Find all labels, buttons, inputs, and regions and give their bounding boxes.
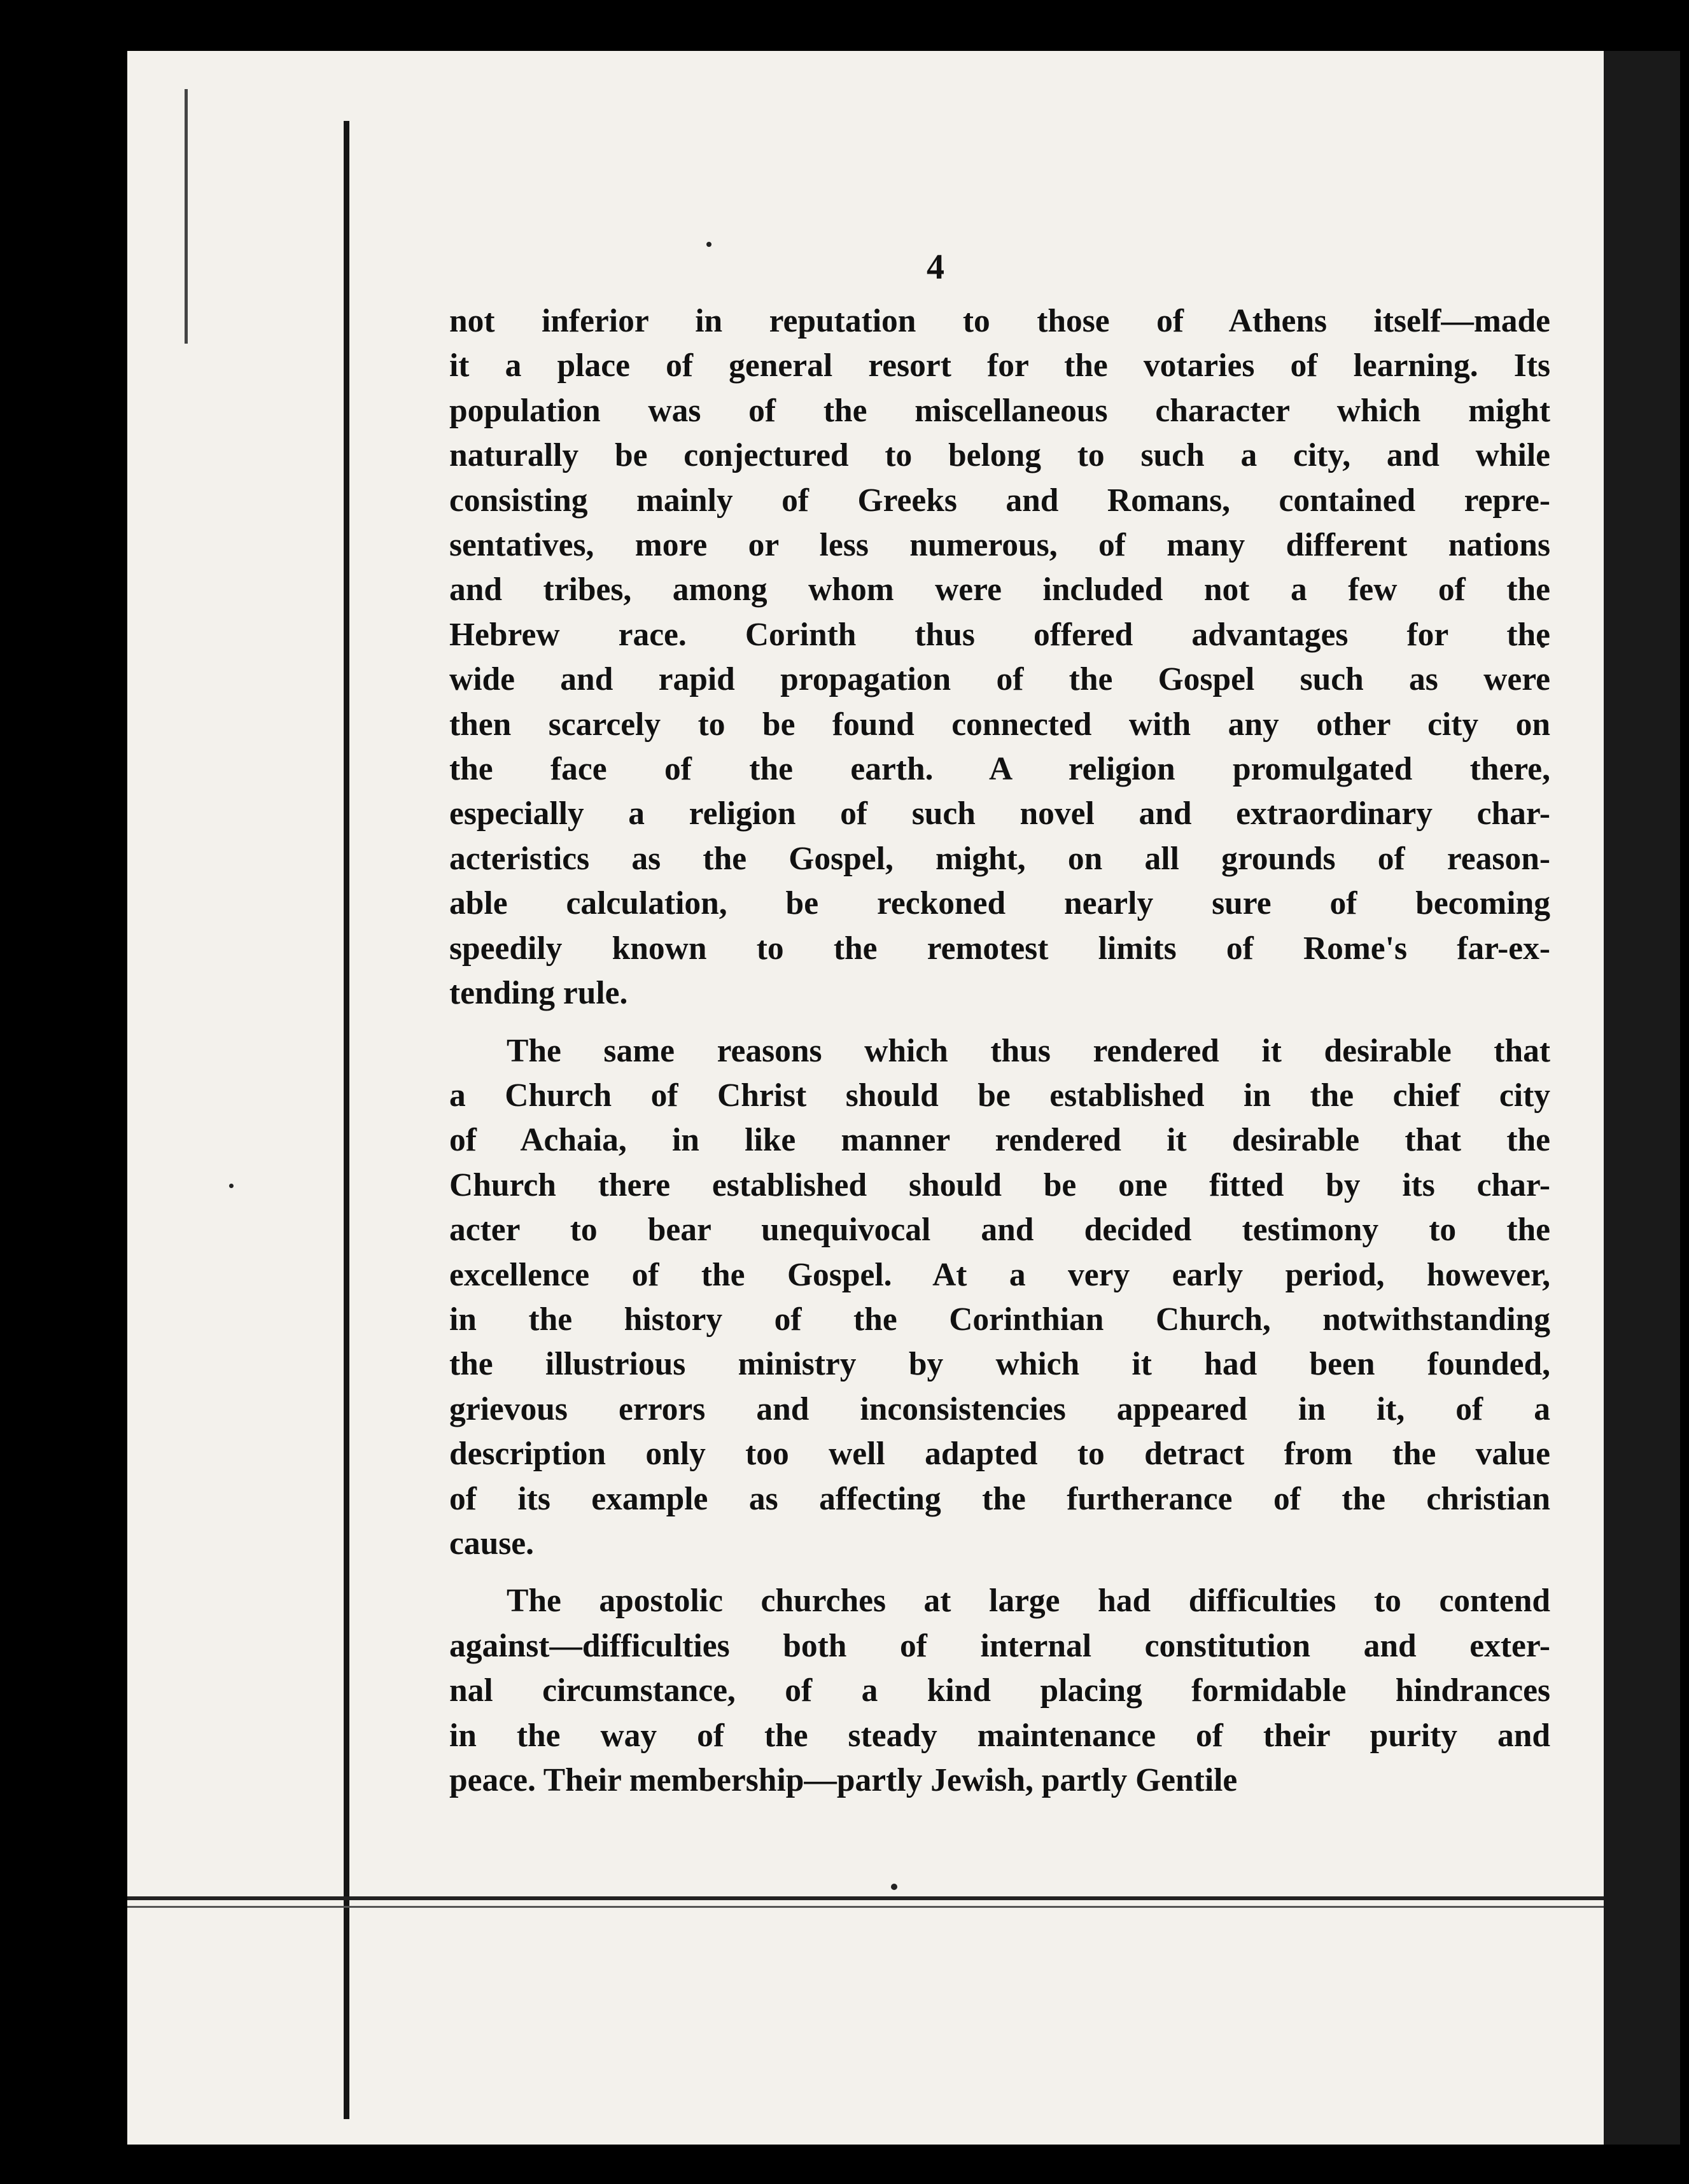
text-line: peace. Their membership—partly Jewish, partly Gentile — [449, 1762, 1238, 1798]
paragraph-gap — [449, 1566, 1550, 1579]
text-line: it a place of general resort for the votaries of learning. Its — [449, 347, 1550, 384]
text-line: naturally be conjectured to belong to such a city, and while — [449, 437, 1550, 474]
paragraph — [449, 1579, 1550, 1803]
text-line: grievous errors and inconsistencies appeared in it, of a — [449, 1390, 1550, 1427]
text-line: speedily known to the remotest limits of Rome's far-ex- — [449, 930, 1550, 967]
paragraph-gap — [449, 1016, 1550, 1029]
left-margin-rule — [344, 121, 349, 2119]
page-number: 4 — [927, 248, 944, 287]
paragraph — [449, 1029, 1550, 1567]
text-line: consisting mainly of Greeks and Romans, contained repre- — [449, 482, 1550, 519]
text-line: nal circumstance, of a kind placing formidable hindrances — [449, 1672, 1550, 1709]
text-line: excellence of the Gospel. At a very early period, however, — [449, 1256, 1550, 1293]
text-line: against—difficulties both of internal constitution and exter- — [449, 1627, 1550, 1664]
ink-speck — [229, 1184, 234, 1188]
ink-speck — [706, 242, 711, 247]
text-line: cause. — [449, 1525, 535, 1562]
ink-speck — [891, 1884, 897, 1890]
paragraph — [449, 299, 1550, 1016]
text-line: acteristics as the Gospel, might, on all grounds of reason- — [449, 840, 1550, 877]
text-line: wide and rapid propagation of the Gospel such as were — [449, 661, 1550, 698]
text-line: The same reasons which thus rendered it desirable that — [507, 1032, 1550, 1069]
text-line: The apostolic churches at large had difficulties to contend — [507, 1583, 1550, 1620]
text-line: sentatives, more or less numerous, of many different nations — [449, 527, 1550, 564]
text-line: a Church of Christ should be established in the chief city — [449, 1077, 1550, 1114]
text-line: Church there established should be one fitted by its char- — [449, 1166, 1550, 1203]
left-margin-rule-faint — [185, 89, 188, 344]
bottom-rule — [127, 1896, 1604, 1900]
text-line: acter to bear unequivocal and decided testimony to the — [449, 1212, 1550, 1249]
text-line: the illustrious ministry by which it had been founded, — [449, 1346, 1550, 1383]
text-line: in the way of the steady maintenance of their purity and — [449, 1717, 1550, 1754]
text-line: tending rule. — [449, 975, 628, 1012]
text-line: the face of the earth. A religion promulgated there, — [449, 751, 1550, 788]
text-line: of Achaia, in like manner rendered it desirable that the — [449, 1122, 1550, 1159]
bottom-rule-faint — [127, 1906, 1604, 1908]
text-line: then scarcely to be found connected with any other city on — [449, 706, 1550, 743]
text-line: of its example as affecting the furtherance of the christian — [449, 1480, 1550, 1517]
text-line: especially a religion of such novel and extraordinary char- — [449, 795, 1550, 832]
text-line: Hebrew race. Corinth thus offered advantages for the — [449, 616, 1550, 653]
text-line: description only too well adapted to detract from the value — [449, 1436, 1550, 1473]
body-text — [449, 299, 1550, 1803]
page-edge-shadow — [1604, 51, 1680, 2145]
text-line: population was of the miscellaneous character which might — [449, 392, 1550, 429]
text-line: able calculation, be reckoned nearly sure of becoming — [449, 885, 1550, 922]
text-line: not inferior in reputation to those of Athens itself—made — [449, 303, 1550, 339]
text-line: in the history of the Corinthian Church, notwithstanding — [449, 1301, 1550, 1338]
text-line: and tribes, among whom were included not a few of the — [449, 571, 1550, 608]
